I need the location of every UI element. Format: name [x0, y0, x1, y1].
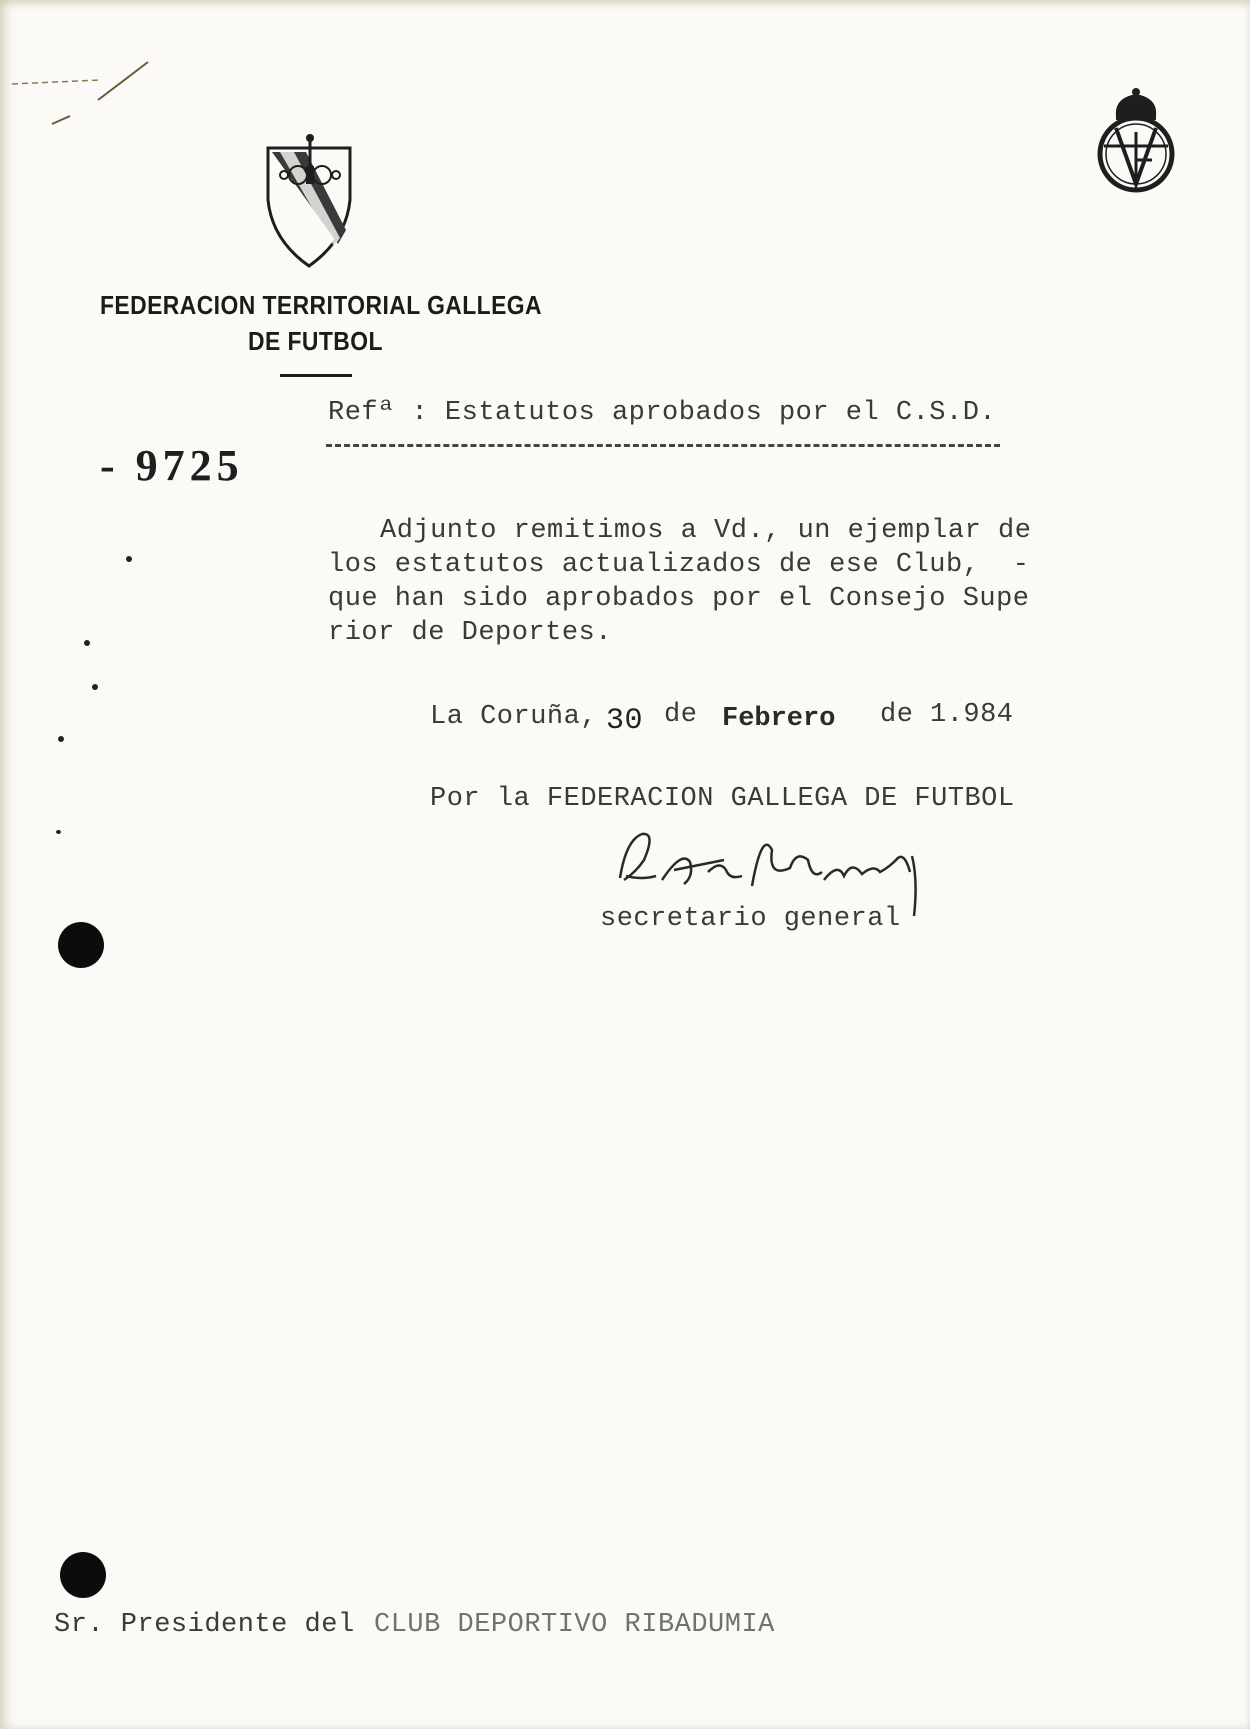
corner-pencil-mark [8, 50, 158, 140]
paper-speck [58, 736, 64, 742]
document-number: - 9725 [100, 441, 244, 490]
addressee-prefix: Sr. Presidente del [54, 1610, 355, 1640]
body-line-2: los estatutos actualizados de ese Club, - [328, 550, 1030, 580]
reference-line: Refª : Estatutos aprobados por el C.S.D. [328, 398, 997, 428]
paper-speck [126, 556, 132, 562]
punch-hole-top [58, 922, 104, 968]
punch-hole-bottom [60, 1552, 106, 1598]
date-month: Febrero [722, 704, 836, 734]
body-line-1: Adjunto remitimos a Vd., un ejemplar de [380, 516, 1032, 546]
letterhead-rule [280, 374, 352, 377]
date-year: 1.984 [930, 700, 1014, 730]
letterhead-line-1: FEDERACION TERRITORIAL GALLEGA [100, 290, 543, 320]
date-de-2: de [880, 700, 914, 730]
date-day: 30 [606, 704, 644, 738]
paper-speck [92, 684, 98, 690]
body-line-4: rior de Deportes. [328, 618, 612, 648]
body-line-3: que han sido aprobados por el Consejo Supe [328, 584, 1030, 614]
signature-title: secretario general [600, 904, 901, 934]
paper-speck [56, 830, 61, 834]
date-place: La Coruña, [430, 702, 598, 732]
addressee-club: CLUB DEPORTIVO RIBADUMIA [374, 1610, 775, 1640]
letterhead-line-2: DE FUTBOL [248, 326, 383, 356]
signature-by-line: Por la FEDERACION GALLEGA DE FUTBOL [430, 784, 1015, 814]
paper-speck [84, 640, 90, 646]
reference-underline [326, 444, 1000, 447]
date-de-1: de [664, 700, 698, 730]
royal-federation-emblem [1094, 88, 1178, 204]
federation-shield-logo [262, 130, 358, 270]
